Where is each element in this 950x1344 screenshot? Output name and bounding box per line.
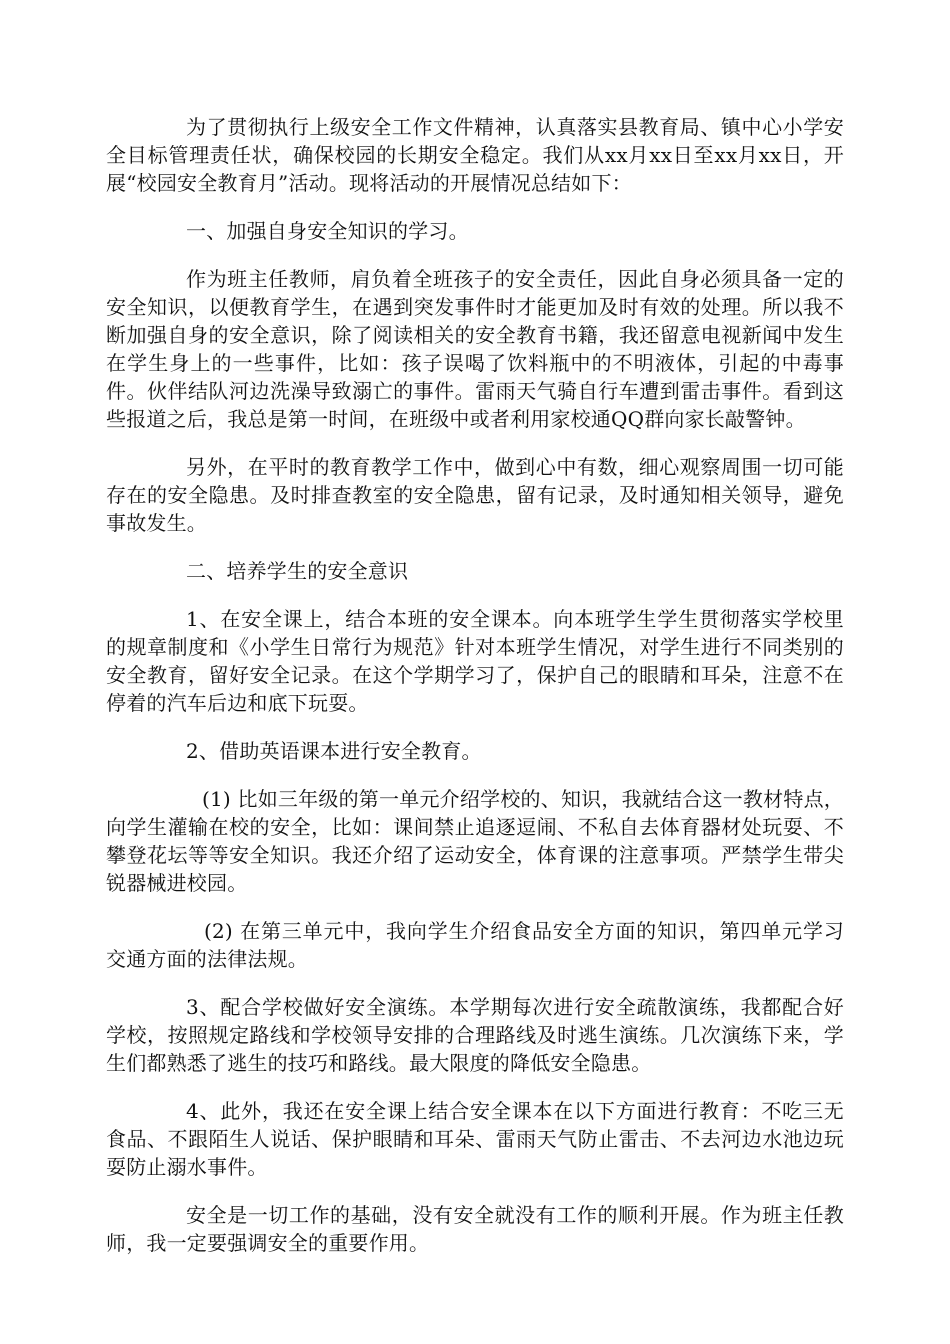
item-2-sub-1-paragraph: (1) 比如三年级的第一单元介绍学校的、知识，我就结合这一教材特点，向学生灌输在校的安全，比如：课间禁止追逐逗闹、不私自去体育器材处玩耍、不攀登花坛等等安全知识。我还介绍了运动安全，体育课的注意事项。严禁学生带尖锐器械进校园。 xyxy=(106,787,844,895)
intro-paragraph: 为了贯彻执行上级安全工作文件精神，认真落实县教育局、镇中心小学安全目标管理责任状，确保校园的长期安全稳定。我们从xx月xx日至xx月xx日，开展“校园安全教育月”活动。现将活动的开展情况总结如下： xyxy=(106,115,844,195)
section-1-paragraph-1: 作为班主任教师，肩负着全班孩子的安全责任，因此自身必须具备一定的安全知识，以便教育学生，在遇到突发事件时才能更加及时有效的处理。所以我不断加强自身的安全意识，除了阅读相关的安全教育书籍，我还留意电视新闻中发生在学生身上的一些事件，比如：孩子误喝了饮料瓶中的不明液体，引起的中毒事件。伙伴结队河边洗澡导致溺亡的事件。雷雨天气骑自行车遭到雷击事件。看到这些报道之后，我总是第一时间，在班级中或者利用家校通QQ群向家长敲警钟。 xyxy=(106,267,844,431)
item-1-paragraph: 1、在安全课上，结合本班的安全课本。向本班学生学生贯彻落实学校里的规章制度和《小学生日常行为规范》针对本班学生情况，对学生进行不同类别的安全教育，留好安全记录。在这个学期学习了，保护自己的眼睛和耳朵，注意不在停着的汽车后边和底下玩耍。 xyxy=(106,607,844,715)
item-2-sub-2-paragraph: (2) 在第三单元中，我向学生介绍食品安全方面的知识，第四单元学习交通方面的法律法规。 xyxy=(106,919,844,971)
item-3-paragraph: 3、配合学校做好安全演练。本学期每次进行安全疏散演练，我都配合好学校，按照规定路线和学校领导安排的合理路线及时逃生演练。几次演练下来，学生们都熟悉了逃生的技巧和路线。最大限度的降低安全隐患。 xyxy=(106,995,844,1075)
item-4-paragraph: 4、此外，我还在安全课上结合安全课本在以下方面进行教育：不吃三无食品、不跟陌生人说话、保护眼睛和耳朵、雷雨天气防止雷击、不去河边水池边玩耍防止溺水事件。 xyxy=(106,1099,844,1179)
document-body xyxy=(106,113,844,1277)
section-heading-1: 一、加强自身安全知识的学习。 xyxy=(186,219,469,243)
section-1-paragraph-2: 另外，在平时的教育教学工作中，做到心中有数，细心观察周围一切可能存在的安全隐患。及时排查教室的安全隐患，留有记录，及时通知相关领导，避免事故发生。 xyxy=(106,455,844,535)
section-heading-2: 二、培养学生的安全意识 xyxy=(186,559,409,583)
closing-paragraph: 安全是一切工作的基础，没有安全就没有工作的顺利开展。作为班主任教师，我一定要强调安全的重要作用。 xyxy=(106,1203,844,1255)
item-2-heading: 2、借助英语课本进行安全教育。 xyxy=(186,739,482,763)
